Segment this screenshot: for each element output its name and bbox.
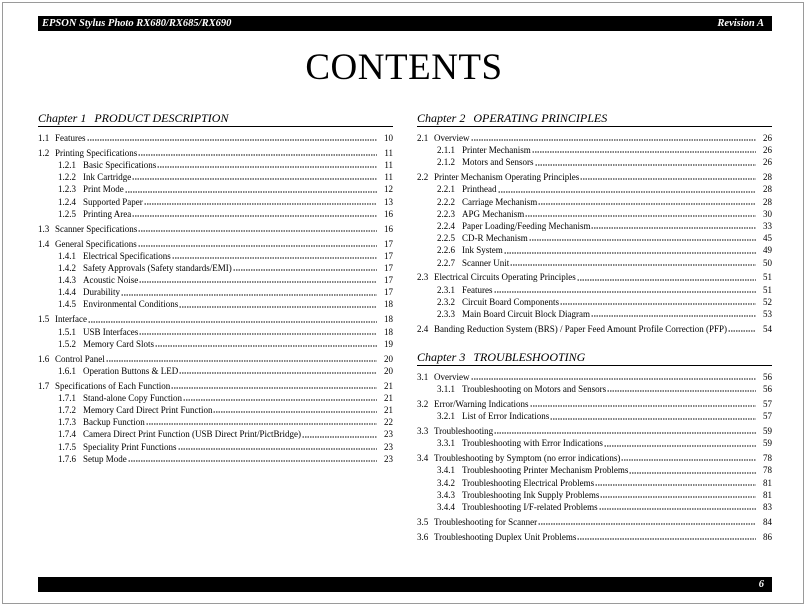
page-number: 17 bbox=[384, 275, 393, 286]
dot-leader bbox=[728, 324, 756, 332]
dot-leader bbox=[138, 224, 377, 232]
section-number: 1.4.5 bbox=[58, 299, 76, 310]
page-number: 21 bbox=[384, 405, 393, 416]
dot-leader bbox=[146, 417, 377, 425]
toc-entry[interactable] bbox=[417, 220, 772, 232]
page-number: 23 bbox=[384, 453, 393, 464]
dot-leader bbox=[128, 454, 377, 462]
dot-leader bbox=[591, 221, 756, 229]
section-number: 1.7.4 bbox=[58, 429, 76, 440]
section-number: 2.1 bbox=[417, 132, 429, 143]
toc-entry[interactable] bbox=[38, 392, 393, 404]
entry-title: Scanner Specifications bbox=[55, 223, 138, 234]
entry-title: Basic Specifications bbox=[83, 160, 157, 171]
entry-title: Troubleshooting Electrical Problems bbox=[462, 477, 595, 488]
section-number: 2.2.3 bbox=[437, 208, 455, 219]
page-number: 51 bbox=[763, 284, 772, 295]
entry-title: Supported Paper bbox=[83, 196, 143, 207]
toc-entry[interactable] bbox=[417, 383, 772, 395]
page-number: 20 bbox=[384, 353, 393, 364]
entry-title: Environmental Conditions bbox=[83, 299, 179, 310]
entry-title: Printer Mechanism Operating Principles bbox=[434, 172, 580, 183]
toc-entry[interactable] bbox=[38, 208, 393, 220]
dot-leader bbox=[538, 197, 756, 205]
toc-entry[interactable] bbox=[38, 326, 393, 338]
section-number: 1.4.3 bbox=[58, 275, 76, 286]
entry-title: Scanner Unit bbox=[462, 257, 510, 268]
page-number: 26 bbox=[763, 132, 772, 143]
chapter-section bbox=[417, 110, 772, 335]
page-number: 17 bbox=[384, 262, 393, 273]
entry-title: Troubleshooting for Scanner bbox=[434, 516, 538, 527]
dot-leader bbox=[121, 288, 377, 296]
entry-title: Overview bbox=[434, 372, 470, 383]
footer-page-number: 6 bbox=[758, 579, 764, 590]
toc-entry[interactable] bbox=[417, 531, 772, 543]
page-number: 33 bbox=[763, 220, 772, 231]
chapter-title: OPERATING PRINCIPLES bbox=[473, 111, 608, 125]
section-number: 2.2.2 bbox=[437, 196, 455, 207]
dot-leader bbox=[595, 478, 756, 486]
entry-title: Memory Card Slots bbox=[83, 338, 154, 349]
page-number: 21 bbox=[384, 380, 393, 391]
page-number: 84 bbox=[763, 516, 772, 527]
toc-entry[interactable] bbox=[38, 147, 393, 159]
toc-entry[interactable] bbox=[417, 257, 772, 269]
section-number: 2.3.3 bbox=[437, 308, 455, 319]
section-number: 3.3 bbox=[417, 426, 429, 437]
toc-entry[interactable] bbox=[417, 208, 772, 220]
page-number: 83 bbox=[763, 501, 772, 512]
dot-leader bbox=[629, 466, 756, 474]
dot-leader bbox=[132, 209, 377, 217]
page-number: 17 bbox=[384, 287, 393, 298]
toc-entry[interactable] bbox=[38, 262, 393, 274]
toc-entry[interactable] bbox=[417, 489, 772, 501]
entry-title: APG Mechanism bbox=[462, 208, 525, 219]
dot-leader bbox=[498, 185, 757, 193]
page-number: 56 bbox=[763, 372, 772, 383]
chapter-section bbox=[38, 110, 393, 465]
page-number: 11 bbox=[384, 147, 393, 158]
toc-entry[interactable] bbox=[417, 323, 772, 335]
dot-leader bbox=[183, 393, 377, 401]
dot-leader bbox=[138, 239, 377, 247]
toc-entry[interactable] bbox=[38, 183, 393, 195]
entry-title: Troubleshooting Ink Supply Problems bbox=[462, 489, 600, 500]
page-number: 18 bbox=[384, 326, 393, 337]
section-number: 1.7.1 bbox=[58, 392, 76, 403]
toc-entry[interactable] bbox=[417, 144, 772, 156]
toc-entry[interactable] bbox=[38, 286, 393, 298]
section-number: 1.7.3 bbox=[58, 417, 76, 428]
section-number: 1.2.1 bbox=[58, 160, 76, 171]
dot-leader bbox=[155, 339, 377, 347]
toc-entry[interactable] bbox=[417, 425, 772, 437]
dot-leader bbox=[494, 285, 757, 293]
dot-leader bbox=[179, 366, 377, 374]
section-number: 3.4.3 bbox=[437, 489, 455, 500]
entry-title: Control Panel bbox=[55, 353, 105, 364]
page-number: 57 bbox=[763, 411, 772, 422]
dot-leader bbox=[525, 209, 756, 217]
entry-title: Camera Direct Print Function (USB Direct Print/PictBridge) bbox=[83, 429, 301, 440]
entry-title: Electrical Specifications bbox=[83, 250, 171, 261]
entry-title: Carriage Mechanism bbox=[462, 196, 538, 207]
section-number: 1.7.2 bbox=[58, 405, 76, 416]
section-number: 3.4 bbox=[417, 453, 429, 464]
page-number: 28 bbox=[763, 184, 772, 195]
entry-title: Troubleshooting bbox=[434, 426, 494, 437]
entry-title: Circuit Board Components bbox=[462, 296, 559, 307]
page-number: 11 bbox=[384, 172, 393, 183]
toc-entry[interactable] bbox=[417, 196, 772, 208]
page-number: 78 bbox=[763, 465, 772, 476]
footer-bar bbox=[38, 577, 772, 592]
section-number: 3.2.1 bbox=[437, 411, 455, 422]
page-number: 86 bbox=[763, 531, 772, 542]
entry-title: Durability bbox=[83, 287, 120, 298]
section-number: 1.6.1 bbox=[58, 365, 76, 376]
section-number: 1.5.2 bbox=[58, 338, 76, 349]
page-number: 23 bbox=[384, 429, 393, 440]
section-number: 1.5.1 bbox=[58, 326, 76, 337]
chapter-number: Chapter 1 bbox=[38, 111, 87, 125]
page-number: 16 bbox=[384, 223, 393, 234]
toc-entry[interactable] bbox=[38, 196, 393, 208]
page-number: 12 bbox=[384, 184, 393, 195]
dot-leader bbox=[172, 251, 377, 259]
entry-title: Interface bbox=[55, 314, 87, 325]
page-number: 10 bbox=[384, 132, 393, 143]
entry-title: Electrical Circuits Operating Principles bbox=[434, 272, 576, 283]
entry-title: CD-R Mechanism bbox=[462, 233, 528, 244]
section-number: 1.7.5 bbox=[58, 441, 76, 452]
page-number: 22 bbox=[384, 417, 393, 428]
section-number: 1.1 bbox=[38, 132, 50, 143]
toc-entry[interactable] bbox=[38, 313, 393, 325]
section-number: 2.2.1 bbox=[437, 184, 455, 195]
toc-entry[interactable] bbox=[38, 380, 393, 392]
dot-leader bbox=[577, 532, 756, 540]
page-number: 30 bbox=[763, 208, 772, 219]
page-title: CONTENTS bbox=[305, 47, 503, 88]
page-number: 26 bbox=[763, 145, 772, 156]
entry-title: Troubleshooting Duplex Unit Problems bbox=[434, 531, 577, 542]
toc-entry[interactable] bbox=[38, 338, 393, 350]
toc-entry[interactable] bbox=[38, 274, 393, 286]
toc-entry[interactable] bbox=[417, 183, 772, 195]
dot-leader bbox=[494, 426, 756, 434]
entry-title: Troubleshooting Printer Mechanism Problems bbox=[462, 465, 629, 476]
dot-leader bbox=[550, 412, 756, 420]
entry-title: Troubleshooting on Motors and Sensors bbox=[462, 384, 607, 395]
toc-right-column bbox=[417, 110, 772, 543]
section-number: 3.6 bbox=[417, 531, 429, 542]
page-number: 56 bbox=[763, 384, 772, 395]
section-number: 1.2.5 bbox=[58, 208, 76, 219]
toc-entry[interactable] bbox=[417, 398, 772, 410]
dot-leader bbox=[138, 148, 377, 156]
page-number: 11 bbox=[384, 160, 393, 171]
entry-title: Safety Approvals (Safety standards/EMI) bbox=[83, 262, 232, 273]
dot-leader bbox=[532, 145, 756, 153]
toc-entry[interactable] bbox=[417, 501, 772, 513]
section-number: 2.3.2 bbox=[437, 296, 455, 307]
dot-leader bbox=[171, 381, 377, 389]
toc-entry[interactable] bbox=[417, 132, 772, 144]
dot-leader bbox=[560, 297, 756, 305]
entry-title: Print Mode bbox=[83, 184, 124, 195]
toc-entry[interactable] bbox=[38, 171, 393, 183]
dot-leader bbox=[530, 399, 757, 407]
chapter-title: PRODUCT DESCRIPTION bbox=[94, 111, 229, 125]
dot-leader bbox=[580, 172, 756, 180]
dot-leader bbox=[591, 309, 756, 317]
section-number: 2.3.1 bbox=[437, 284, 455, 295]
header-revision: Revision A bbox=[717, 18, 764, 29]
entry-title: Printer Mechanism bbox=[462, 145, 531, 156]
dot-leader bbox=[510, 258, 756, 266]
entry-title: Troubleshooting I/F-related Problems bbox=[462, 501, 598, 512]
entry-title: Features bbox=[462, 284, 493, 295]
page-number: 54 bbox=[763, 323, 772, 334]
section-number: 3.1.1 bbox=[437, 384, 455, 395]
dot-leader bbox=[178, 442, 378, 450]
page-number: 49 bbox=[763, 245, 772, 256]
dot-leader bbox=[471, 372, 757, 380]
dot-leader bbox=[179, 300, 377, 308]
section-number: 1.2 bbox=[38, 147, 50, 158]
toc-entry[interactable] bbox=[417, 477, 772, 489]
toc-entry[interactable] bbox=[38, 132, 393, 144]
header-product-name: EPSON Stylus Photo RX680/RX685/RX690 bbox=[42, 18, 232, 29]
entry-title: Specifications of Each Function bbox=[55, 380, 171, 391]
toc-entry[interactable] bbox=[417, 371, 772, 383]
dot-leader bbox=[233, 263, 377, 271]
page-number: 20 bbox=[384, 365, 393, 376]
chapter-number: Chapter 3 bbox=[417, 350, 466, 365]
section-number: 2.1.1 bbox=[437, 145, 455, 156]
page-number: 16 bbox=[384, 208, 393, 219]
toc-entry[interactable] bbox=[417, 452, 772, 464]
entry-title: Printing Area bbox=[83, 208, 132, 219]
entry-title: Troubleshooting by Symptom (no error indications) bbox=[434, 453, 621, 464]
section-number: 1.2.3 bbox=[58, 184, 76, 195]
toc-entry[interactable] bbox=[38, 441, 393, 453]
entry-title: List of Error Indications bbox=[462, 411, 550, 422]
toc-entry[interactable] bbox=[38, 428, 393, 440]
entry-title: Stand-alone Copy Function bbox=[83, 392, 182, 403]
entry-title: Printing Specifications bbox=[55, 147, 138, 158]
dot-leader bbox=[600, 490, 756, 498]
section-number: 3.1 bbox=[417, 372, 429, 383]
toc-left-column bbox=[38, 110, 393, 465]
dot-leader bbox=[529, 233, 756, 241]
dot-leader bbox=[139, 327, 377, 335]
page-number: 18 bbox=[384, 299, 393, 310]
section-number: 3.4.4 bbox=[437, 501, 455, 512]
toc-entry[interactable] bbox=[417, 244, 772, 256]
page-number: 78 bbox=[763, 453, 772, 464]
entry-title: Error/Warning Indications bbox=[434, 399, 529, 410]
toc-entry[interactable] bbox=[417, 271, 772, 283]
section-number: 2.2.7 bbox=[437, 257, 455, 268]
entry-title: Motors and Sensors bbox=[462, 157, 534, 168]
dot-leader bbox=[538, 517, 756, 525]
toc-entry[interactable] bbox=[38, 453, 393, 465]
section-number: 1.7.6 bbox=[58, 453, 76, 464]
entry-title: Acoustic Noise bbox=[83, 275, 139, 286]
page-number: 19 bbox=[384, 338, 393, 349]
toc-entry[interactable] bbox=[417, 410, 772, 422]
toc-entry[interactable] bbox=[417, 284, 772, 296]
toc-entry[interactable] bbox=[38, 353, 393, 365]
page-number: 81 bbox=[763, 489, 772, 500]
section-number: 1.4.4 bbox=[58, 287, 76, 298]
dot-leader bbox=[302, 430, 377, 438]
page-number: 18 bbox=[384, 314, 393, 325]
toc-entry[interactable] bbox=[38, 404, 393, 416]
toc-entry[interactable] bbox=[38, 238, 393, 250]
entry-title: Paper Loading/Feeding Mechanism bbox=[462, 220, 591, 231]
dot-leader bbox=[604, 439, 756, 447]
page-number: 26 bbox=[763, 157, 772, 168]
entry-title: Troubleshooting with Error Indications bbox=[462, 438, 603, 449]
dot-leader bbox=[157, 160, 377, 168]
dot-leader bbox=[132, 172, 377, 180]
dot-leader bbox=[144, 197, 377, 205]
toc-entry[interactable] bbox=[417, 232, 772, 244]
section-number: 1.6 bbox=[38, 353, 50, 364]
chapter-section bbox=[417, 349, 772, 543]
page-number: 57 bbox=[763, 399, 772, 410]
entry-title: Memory Card Direct Print Function bbox=[83, 405, 213, 416]
section-number: 1.2.2 bbox=[58, 172, 76, 183]
chapter-heading bbox=[38, 110, 393, 127]
page-number: 23 bbox=[384, 441, 393, 452]
entry-title: Printhead bbox=[462, 184, 497, 195]
toc-entry[interactable] bbox=[417, 156, 772, 168]
dot-leader bbox=[607, 384, 756, 392]
section-number: 1.3 bbox=[38, 223, 50, 234]
toc-entry[interactable] bbox=[38, 223, 393, 235]
section-number: 2.2.6 bbox=[437, 245, 455, 256]
toc-entry[interactable] bbox=[38, 416, 393, 428]
page-number: 28 bbox=[763, 196, 772, 207]
section-number: 2.3 bbox=[417, 272, 429, 283]
section-number: 3.4.2 bbox=[437, 477, 455, 488]
toc-entry[interactable] bbox=[417, 437, 772, 449]
entry-title: Speciality Print Functions bbox=[83, 441, 177, 452]
page-number: 59 bbox=[763, 438, 772, 449]
toc-entry[interactable] bbox=[38, 250, 393, 262]
entry-title: Ink System bbox=[462, 245, 503, 256]
section-number: 1.4.1 bbox=[58, 250, 76, 261]
entry-title: Banding Reduction System (BRS) / Paper Feed Amount Profile Correction (PFP) bbox=[434, 323, 727, 334]
toc-entry[interactable] bbox=[38, 365, 393, 377]
dot-leader bbox=[621, 453, 756, 461]
page-number: 53 bbox=[763, 308, 772, 319]
section-number: 1.5 bbox=[38, 314, 50, 325]
toc-entry[interactable] bbox=[417, 296, 772, 308]
dot-leader bbox=[471, 133, 757, 141]
section-number: 2.1.2 bbox=[437, 157, 455, 168]
dot-leader bbox=[213, 405, 377, 413]
page-number: 52 bbox=[763, 296, 772, 307]
section-number: 2.2.4 bbox=[437, 220, 455, 231]
entry-title: Ink Cartridge bbox=[83, 172, 132, 183]
section-number: 3.2 bbox=[417, 399, 429, 410]
page-number: 45 bbox=[763, 233, 772, 244]
dot-leader bbox=[599, 502, 756, 510]
toc-entry[interactable] bbox=[38, 299, 393, 311]
entry-title: Operation Buttons & LED bbox=[83, 365, 179, 376]
page-number: 51 bbox=[763, 272, 772, 283]
header-bar bbox=[38, 16, 772, 31]
toc-entry[interactable] bbox=[417, 171, 772, 183]
page-number: 17 bbox=[384, 238, 393, 249]
section-number: 1.4.2 bbox=[58, 262, 76, 273]
toc-entry[interactable] bbox=[417, 516, 772, 528]
chapter-heading bbox=[417, 110, 772, 127]
section-number: 3.5 bbox=[417, 516, 429, 527]
dot-leader bbox=[577, 273, 756, 281]
dot-leader bbox=[139, 275, 377, 283]
page-number: 13 bbox=[384, 196, 393, 207]
entry-title: USB Interfaces bbox=[83, 326, 139, 337]
chapter-number: Chapter 2 bbox=[417, 111, 466, 125]
entry-title: Setup Mode bbox=[83, 453, 127, 464]
entry-title: Backup Function bbox=[83, 417, 145, 428]
section-number: 1.4 bbox=[38, 238, 50, 249]
page-number: 50 bbox=[763, 257, 772, 268]
dot-leader bbox=[504, 246, 756, 254]
section-number: 1.7 bbox=[38, 380, 50, 391]
section-number: 2.4 bbox=[417, 323, 429, 334]
section-number: 2.2 bbox=[417, 172, 429, 183]
section-number: 3.3.1 bbox=[437, 438, 455, 449]
dot-leader bbox=[88, 315, 377, 323]
dot-leader bbox=[87, 133, 378, 141]
page-number: 28 bbox=[763, 172, 772, 183]
dot-leader bbox=[535, 158, 757, 166]
page-number: 17 bbox=[384, 250, 393, 261]
toc-entry[interactable] bbox=[38, 159, 393, 171]
dot-leader bbox=[125, 185, 377, 193]
section-number: 1.2.4 bbox=[58, 196, 76, 207]
page-number: 81 bbox=[763, 477, 772, 488]
toc-entry[interactable] bbox=[417, 464, 772, 476]
page-number: 59 bbox=[763, 426, 772, 437]
entry-title: Features bbox=[55, 132, 86, 143]
page-number: 21 bbox=[384, 392, 393, 403]
section-number: 3.4.1 bbox=[437, 465, 455, 476]
chapter-heading bbox=[417, 349, 772, 366]
entry-title: General Specifications bbox=[55, 238, 137, 249]
entry-title: Overview bbox=[434, 132, 470, 143]
chapter-title: TROUBLESHOOTING bbox=[473, 350, 586, 365]
section-number: 2.2.5 bbox=[437, 233, 455, 244]
dot-leader bbox=[106, 354, 377, 362]
toc-entry[interactable] bbox=[417, 308, 772, 320]
entry-title: Main Board Circuit Block Diagram bbox=[462, 308, 590, 319]
